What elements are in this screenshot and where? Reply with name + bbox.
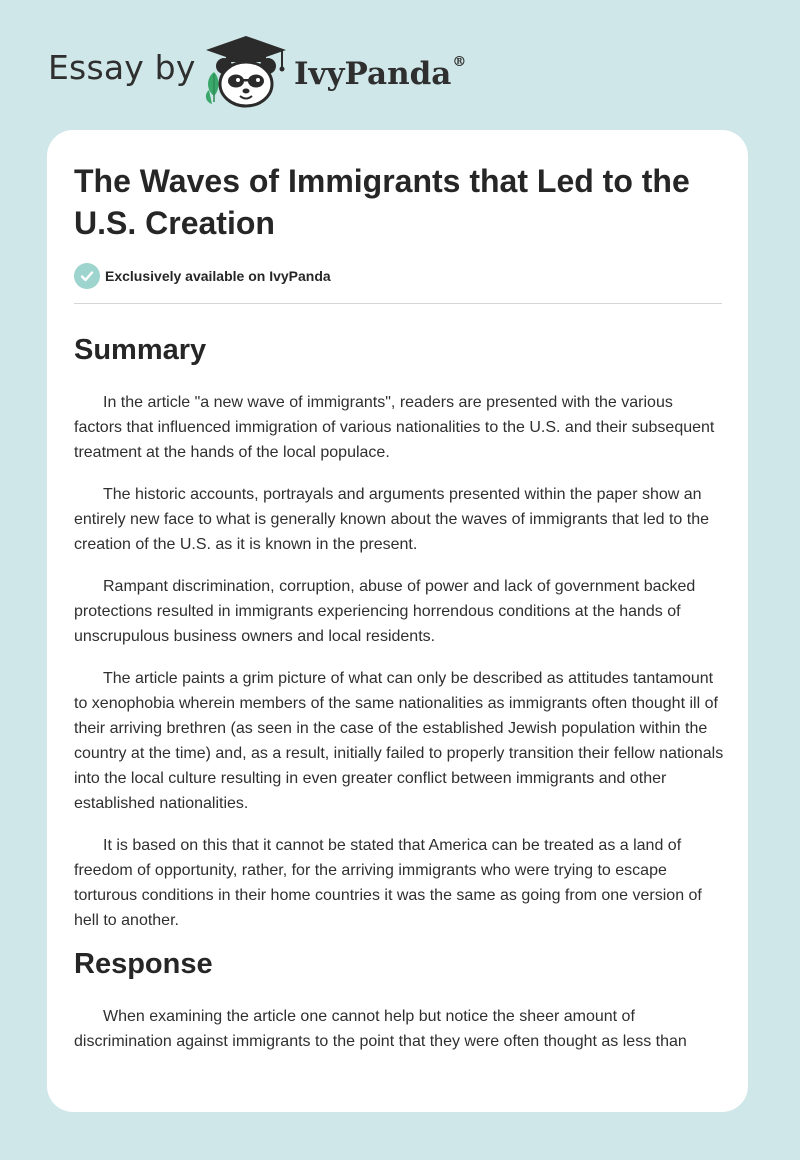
exclusive-badge (74, 263, 331, 289)
paragraph: The historic accounts, portrayals and arguments presented within the paper show an entirely new face to what is generally known about the waves of immigrants that led to the creation of the U.S. as it is known in the present. (74, 486, 710, 553)
brand-name[interactable]: IvyPanda® (294, 54, 467, 92)
section-heading-summary: Summary (74, 334, 207, 366)
essay-body (74, 322, 724, 1054)
essay-by-label: Essay by (48, 48, 196, 87)
exclusive-badge-label: Exclusively available on IvyPanda (105, 268, 331, 284)
essay-title: The Waves of Immigrants that Led to the U.S. Creation (74, 163, 690, 241)
title-divider (74, 303, 722, 304)
section-heading-response: Response (74, 948, 213, 980)
paragraph: When examining the article one cannot help but notice the sheer amount of discrimination against immigrants to the point that they were often thought as less than (74, 1008, 687, 1050)
panda-logo-icon[interactable] (200, 34, 292, 110)
essay-card (47, 130, 748, 1112)
paragraph: It is based on this that it cannot be stated that America can be treated as a land of freedom of opportunity, rather, for the arriving immigrants who were trying to escape torturous conditions in their home countries it was the same as going from one version of hell to another. (74, 837, 702, 929)
paragraph: In the article "a new wave of immigrants", readers are presented with the various factors that influenced immigration of various nationalities to the U.S. and their subsequent treatment at the hands of the local populace. (74, 394, 715, 461)
site-header (48, 34, 508, 110)
paragraph: Rampant discrimination, corruption, abuse of power and lack of government backed protections resulted in immigrants experiencing horrendous conditions at the hands of unscrupulous business owners and local residents. (74, 578, 696, 645)
registered-mark: ® (452, 54, 467, 70)
paragraph: The article paints a grim picture of what can only be described as attitudes tantamount to xenophobia wherein members of the same nationalities as immigrants often thought ill of their arriving brethren (as seen in the case of the established Jewish population within the country at the time) and, as a result, initially failed to properly transition their fellow nationals into the local culture resulting in even greater conflict between immigrants and other established nationalities. (74, 670, 724, 812)
leaf-icon (206, 72, 219, 104)
checkmark-icon (74, 263, 100, 289)
